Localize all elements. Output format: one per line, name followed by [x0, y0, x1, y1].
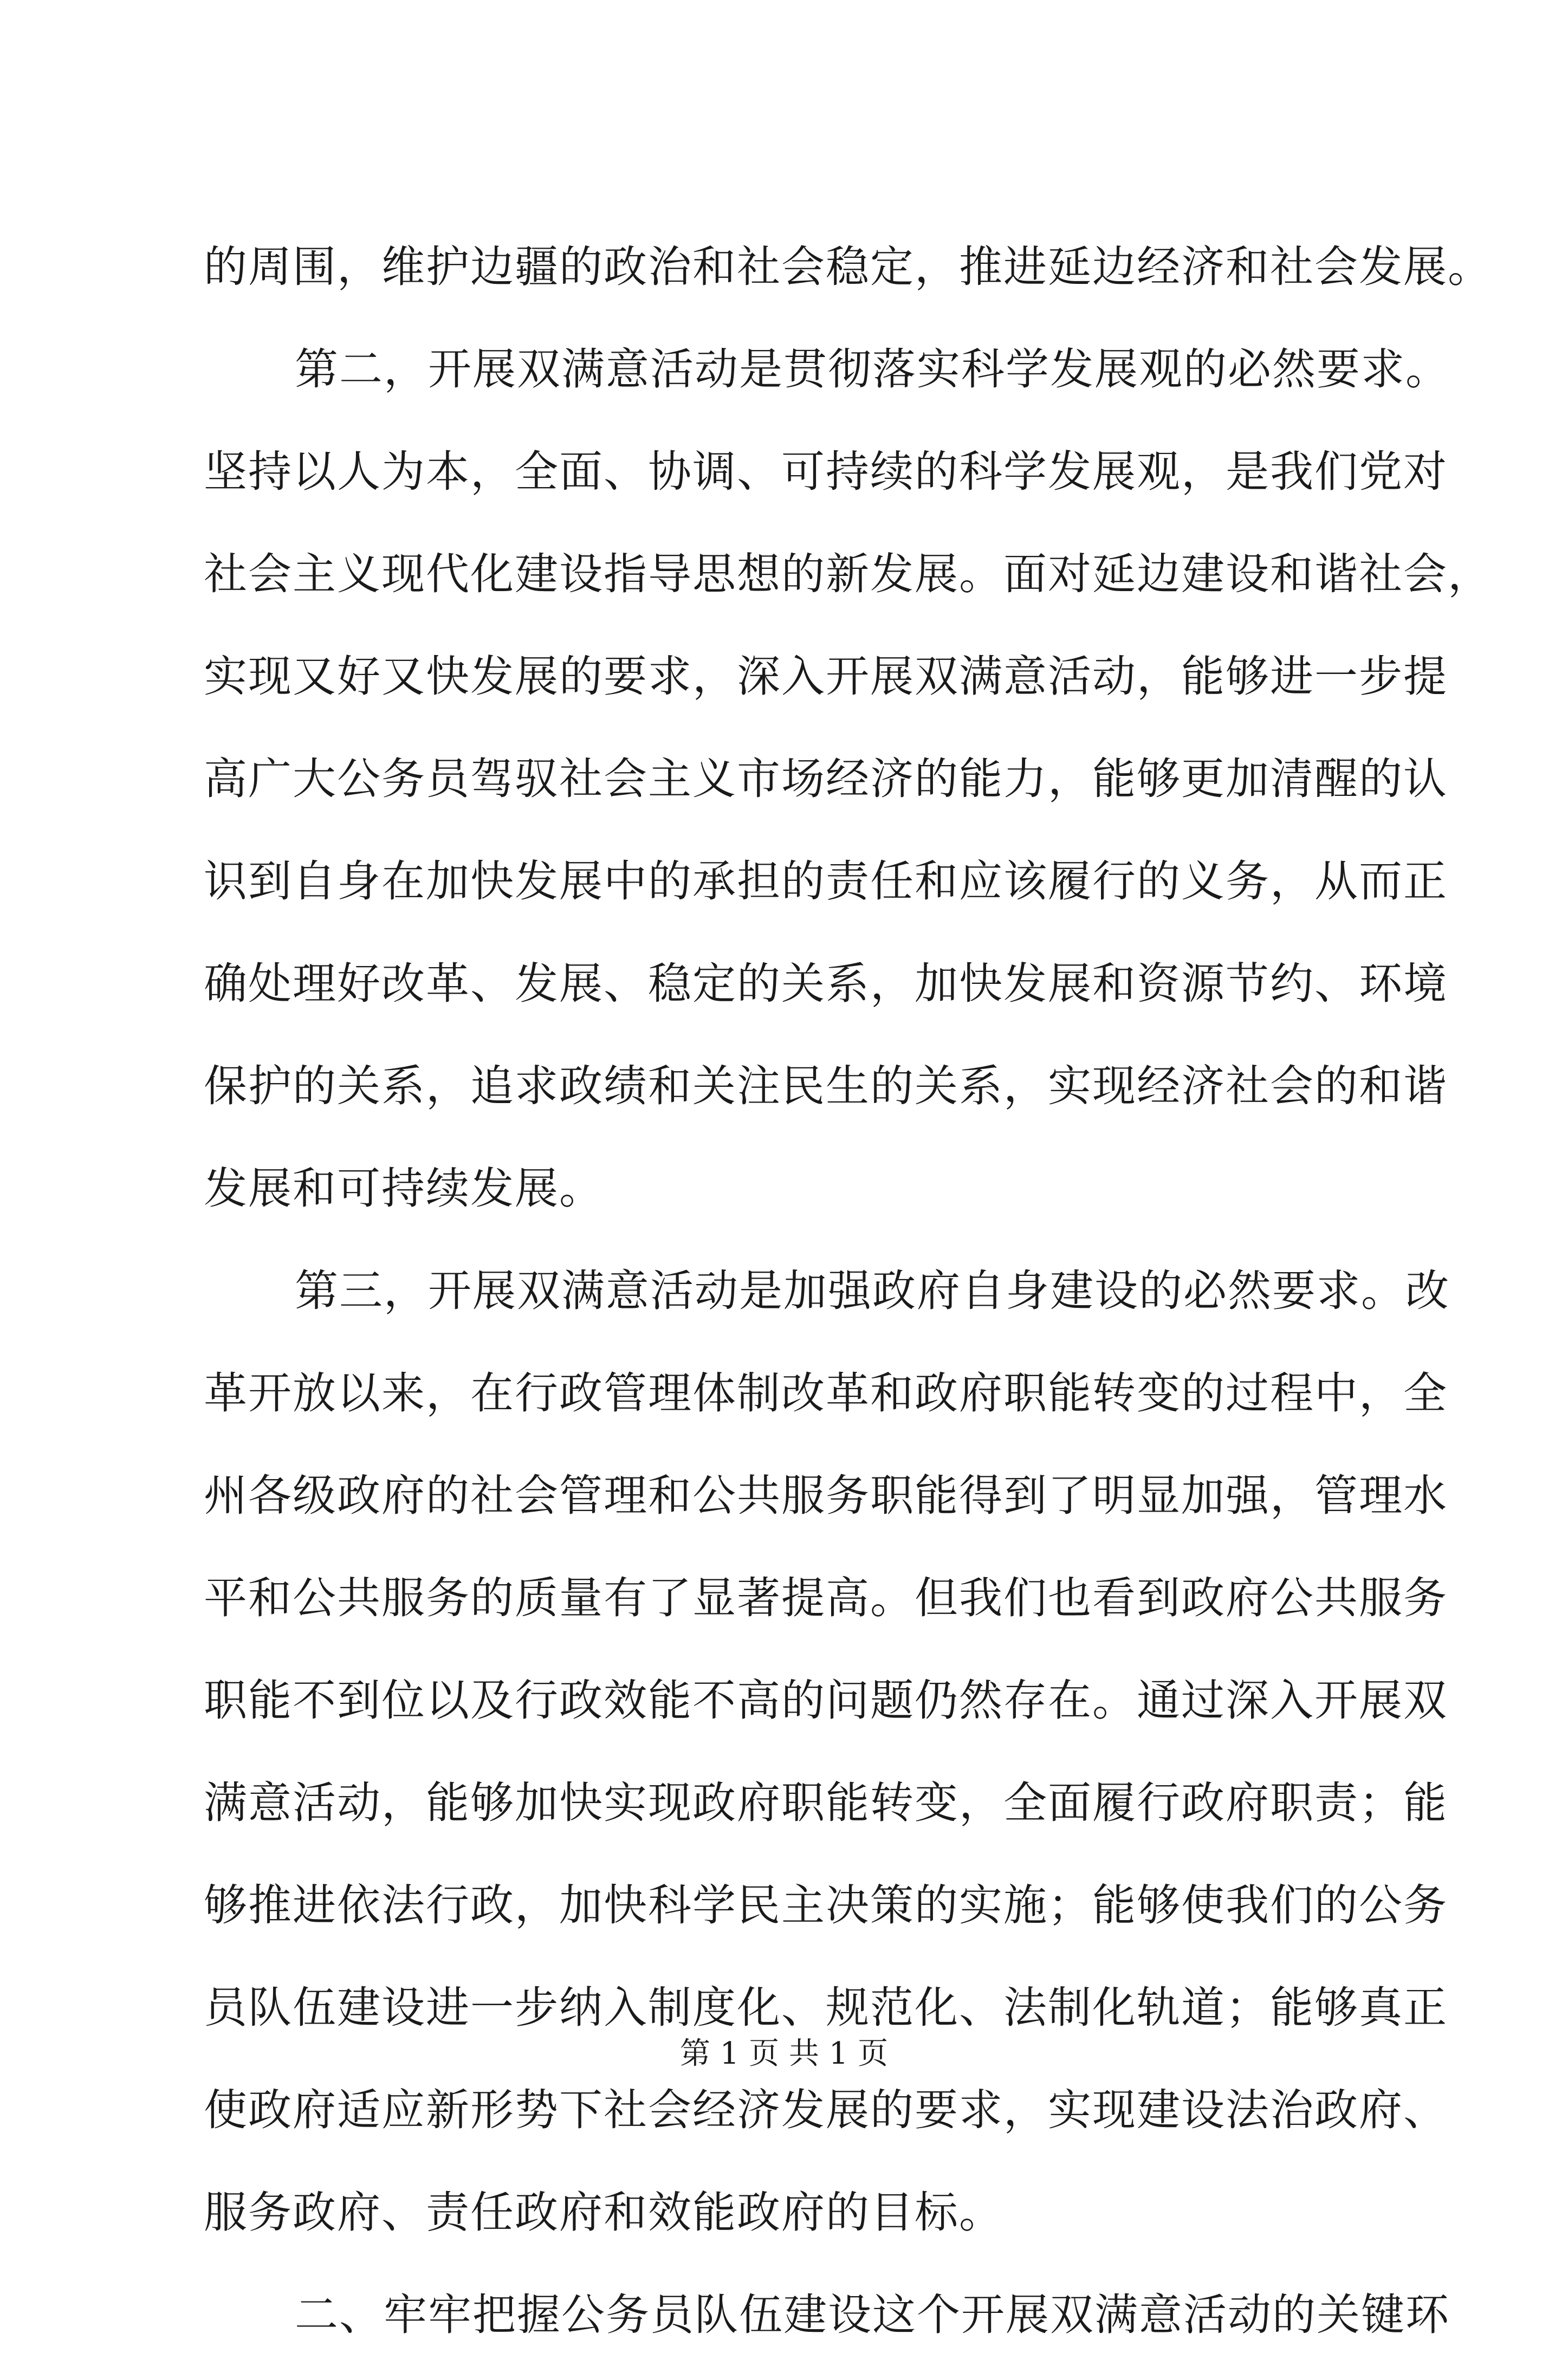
text-line: 确处理好改革、发展、稳定的关系，加快发展和资源节约、环境: [204, 958, 1448, 1009]
text-line: 服务政府、责任政府和效能政府的目标。: [204, 2187, 1003, 2238]
text-line: 员队伍建设进一步纳入制度化、规范化、法制化轨道；能够真正: [204, 1982, 1448, 2033]
text-line: 识到自身在加快发展中的承担的责任和应该履行的义务，从而正: [204, 856, 1448, 906]
text-line: 坚持以人为本，全面、协调、可持续的科学发展观，是我们党对: [204, 446, 1448, 497]
text-line: 的周围，维护边疆的政治和社会稳定，推进延边经济和社会发展。: [204, 242, 1492, 292]
text-line: 满意活动，能够加快实现政府职能转变，全面履行政府职责；能: [204, 1778, 1448, 1828]
text-line: 实现又好又快发展的要求，深入开展双满意活动，能够进一步提: [204, 651, 1448, 702]
text-line: 社会主义现代化建设指导思想的新发展。面对延边建设和谐社会，: [204, 549, 1492, 599]
text-line: 使政府适应新形势下社会经济发展的要求，实现建设法治政府、: [204, 2085, 1448, 2135]
text-line: 第三，开展双满意活动是加强政府自身建设的必然要求。改: [295, 1266, 1450, 1316]
text-line: 保护的关系，追求政绩和关注民生的关系，实现经济社会的和谐: [204, 1061, 1448, 1111]
text-line: 二、牢牢把握公务员队伍建设这个开展双满意活动的关键环: [295, 2290, 1450, 2340]
text-line: 发展和可持续发展。: [204, 1163, 604, 1214]
text-line: 革开放以来，在行政管理体制改革和政府职能转变的过程中，全: [204, 1368, 1448, 1418]
text-line: 第二，开展双满意活动是贯彻落实科学发展观的必然要求。: [295, 344, 1450, 394]
text-line: 职能不到位以及行政效能不高的问题仍然存在。通过深入开展双: [204, 1675, 1448, 1726]
text-line: 州各级政府的社会管理和公共服务职能得到了明显加强，管理水: [204, 1470, 1448, 1521]
text-line: 平和公共服务的质量有了显著提高。但我们也看到政府公共服务: [204, 1573, 1448, 1623]
text-line: 够推进依法行政，加快科学民主决策的实施；能够使我们的公务: [204, 1880, 1448, 1930]
page-footer: 第 1 页 共 1 页: [679, 2036, 889, 2071]
text-line: 高广大公务员驾驭社会主义市场经济的能力，能够更加清醒的认: [204, 754, 1448, 804]
